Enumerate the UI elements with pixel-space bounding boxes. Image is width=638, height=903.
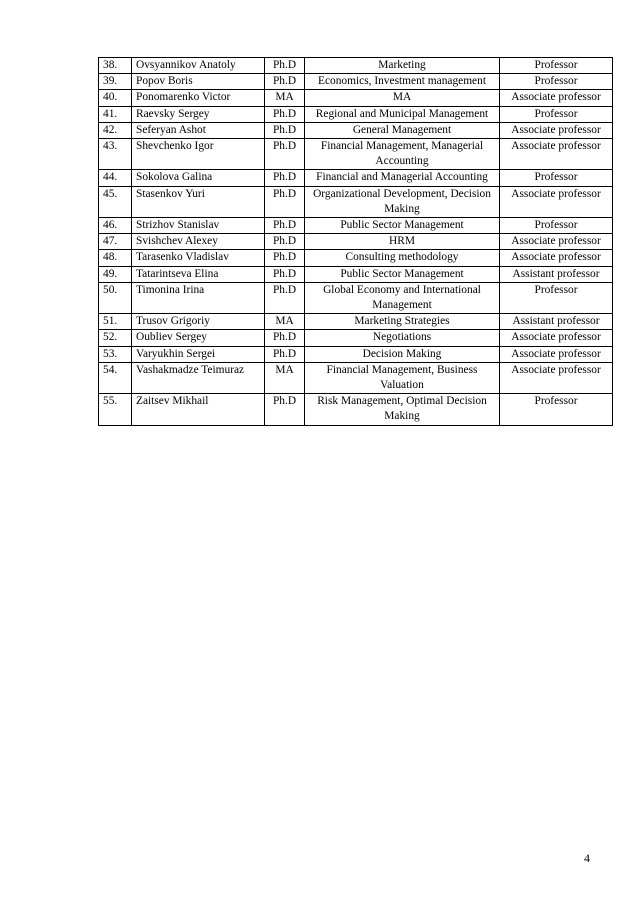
faculty-name-cell: Ovsyannikov Anatoly <box>132 58 265 74</box>
academic-position-cell: Professor <box>500 282 613 313</box>
table-row <box>99 250 613 266</box>
academic-position-cell: Assistant professor <box>500 314 613 330</box>
academic-position-cell: Associate professor <box>500 186 613 217</box>
degree-cell: Ph.D <box>265 346 305 362</box>
table-row <box>99 314 613 330</box>
specialty-cell: Regional and Municipal Management <box>305 106 500 122</box>
specialty-cell: Decision Making <box>305 346 500 362</box>
specialty-cell: Public Sector Management <box>305 266 500 282</box>
specialty-cell: Global Economy and International Management <box>305 282 500 313</box>
specialty-cell: Marketing <box>305 58 500 74</box>
degree-cell: MA <box>265 362 305 393</box>
faculty-name-cell: Tarasenko Vladislav <box>132 250 265 266</box>
faculty-name-cell: Tatarintseva Elina <box>132 266 265 282</box>
degree-cell: Ph.D <box>265 186 305 217</box>
academic-position-cell: Associate professor <box>500 139 613 170</box>
faculty-name-cell: Ponomarenko Victor <box>132 90 265 106</box>
academic-position-cell: Professor <box>500 74 613 90</box>
degree-cell: Ph.D <box>265 106 305 122</box>
row-number-cell: 47. <box>99 234 132 250</box>
specialty-cell: Financial Management, Managerial Accounting <box>305 139 500 170</box>
faculty-name-cell: Popov Boris <box>132 74 265 90</box>
faculty-name-cell: Strizhov Stanislav <box>132 218 265 234</box>
row-number-cell: 42. <box>99 122 132 138</box>
degree-cell: Ph.D <box>265 394 305 425</box>
academic-position-cell: Professor <box>500 58 613 74</box>
academic-position-cell: Associate professor <box>500 362 613 393</box>
faculty-name-cell: Timonina Irina <box>132 282 265 313</box>
degree-cell: Ph.D <box>265 74 305 90</box>
specialty-cell: General Management <box>305 122 500 138</box>
table-row <box>99 282 613 313</box>
academic-position-cell: Associate professor <box>500 122 613 138</box>
row-number-cell: 43. <box>99 139 132 170</box>
row-number-cell: 41. <box>99 106 132 122</box>
table-row <box>99 218 613 234</box>
academic-position-cell: Professor <box>500 218 613 234</box>
table-row <box>99 346 613 362</box>
table-row <box>99 139 613 170</box>
page-number: 4 <box>584 851 590 865</box>
faculty-table-body <box>99 58 613 426</box>
table-row <box>99 170 613 186</box>
row-number-cell: 50. <box>99 282 132 313</box>
table-row <box>99 90 613 106</box>
specialty-cell: Economics, Investment management <box>305 74 500 90</box>
degree-cell: Ph.D <box>265 330 305 346</box>
academic-position-cell: Associate professor <box>500 234 613 250</box>
specialty-cell: Financial Management, Business Valuation <box>305 362 500 393</box>
degree-cell: Ph.D <box>265 282 305 313</box>
faculty-table <box>98 57 613 426</box>
academic-position-cell: Associate professor <box>500 330 613 346</box>
row-number-cell: 40. <box>99 90 132 106</box>
academic-position-cell: Professor <box>500 106 613 122</box>
academic-position-cell: Professor <box>500 394 613 425</box>
specialty-cell: HRM <box>305 234 500 250</box>
degree-cell: Ph.D <box>265 266 305 282</box>
row-number-cell: 51. <box>99 314 132 330</box>
faculty-name-cell: Shevchenko Igor <box>132 139 265 170</box>
specialty-cell: Negotiations <box>305 330 500 346</box>
table-row <box>99 234 613 250</box>
specialty-cell: MA <box>305 90 500 106</box>
faculty-name-cell: Raevsky Sergey <box>132 106 265 122</box>
faculty-name-cell: Oubliev Sergey <box>132 330 265 346</box>
faculty-name-cell: Stasenkov Yuri <box>132 186 265 217</box>
row-number-cell: 53. <box>99 346 132 362</box>
specialty-cell: Public Sector Management <box>305 218 500 234</box>
row-number-cell: 48. <box>99 250 132 266</box>
faculty-name-cell: Trusov Grigoriy <box>132 314 265 330</box>
table-row <box>99 330 613 346</box>
academic-position-cell: Professor <box>500 170 613 186</box>
table-row <box>99 394 613 425</box>
academic-position-cell: Associate professor <box>500 250 613 266</box>
faculty-name-cell: Varyukhin Sergei <box>132 346 265 362</box>
faculty-name-cell: Zaitsev Mikhail <box>132 394 265 425</box>
table-row <box>99 266 613 282</box>
row-number-cell: 44. <box>99 170 132 186</box>
specialty-cell: Consulting methodology <box>305 250 500 266</box>
degree-cell: MA <box>265 90 305 106</box>
faculty-name-cell: Seferyan Ashot <box>132 122 265 138</box>
specialty-cell: Risk Management, Optimal Decision Making <box>305 394 500 425</box>
faculty-name-cell: Sokolova Galina <box>132 170 265 186</box>
specialty-cell: Organizational Development, Decision Making <box>305 186 500 217</box>
table-row <box>99 362 613 393</box>
table-row <box>99 122 613 138</box>
degree-cell: Ph.D <box>265 58 305 74</box>
academic-position-cell: Assistant professor <box>500 266 613 282</box>
row-number-cell: 45. <box>99 186 132 217</box>
row-number-cell: 54. <box>99 362 132 393</box>
table-row <box>99 186 613 217</box>
degree-cell: Ph.D <box>265 250 305 266</box>
table-row <box>99 74 613 90</box>
row-number-cell: 52. <box>99 330 132 346</box>
specialty-cell: Marketing Strategies <box>305 314 500 330</box>
academic-position-cell: Associate professor <box>500 90 613 106</box>
table-row <box>99 58 613 74</box>
row-number-cell: 46. <box>99 218 132 234</box>
faculty-name-cell: Svishchev Alexey <box>132 234 265 250</box>
row-number-cell: 39. <box>99 74 132 90</box>
degree-cell: Ph.D <box>265 234 305 250</box>
row-number-cell: 38. <box>99 58 132 74</box>
row-number-cell: 49. <box>99 266 132 282</box>
faculty-name-cell: Vashakmadze Teimuraz <box>132 362 265 393</box>
degree-cell: Ph.D <box>265 218 305 234</box>
degree-cell: MA <box>265 314 305 330</box>
specialty-cell: Financial and Managerial Accounting <box>305 170 500 186</box>
row-number-cell: 55. <box>99 394 132 425</box>
table-row <box>99 106 613 122</box>
degree-cell: Ph.D <box>265 139 305 170</box>
degree-cell: Ph.D <box>265 170 305 186</box>
degree-cell: Ph.D <box>265 122 305 138</box>
academic-position-cell: Associate professor <box>500 346 613 362</box>
